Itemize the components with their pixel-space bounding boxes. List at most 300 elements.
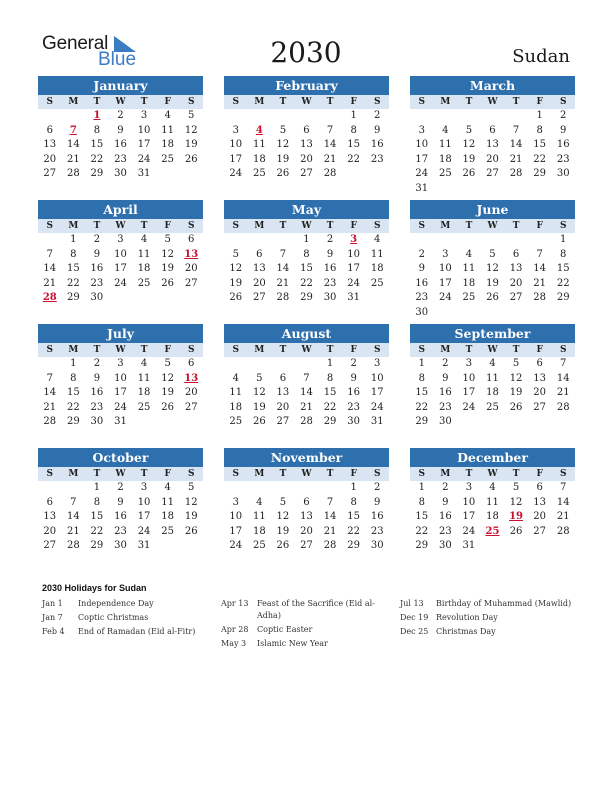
day-cell: 25: [462, 292, 476, 304]
empty-cell: [62, 481, 86, 496]
holiday-entry: [400, 598, 575, 610]
weekday-label: T: [93, 221, 101, 231]
day-cell: 5: [279, 124, 287, 136]
day-cell: 23: [556, 153, 570, 165]
day-cell: 4: [489, 358, 496, 369]
day-cell: 3: [140, 482, 148, 493]
day-cell: 1: [350, 110, 357, 121]
day-cell: 31: [462, 540, 476, 552]
day-cell: 29: [415, 540, 429, 552]
day-cell: 5: [164, 234, 171, 245]
weekday-label: F: [350, 469, 357, 479]
day-cell: 26: [161, 277, 174, 289]
day-grid: [410, 233, 575, 321]
day-cell: 6: [536, 358, 543, 369]
day-cell: 10: [229, 511, 243, 523]
holiday-name: Birthday of Muhammad (Mawlid): [436, 599, 572, 608]
day-cell: 16: [323, 263, 337, 275]
day-cell: 10: [114, 372, 127, 384]
empty-cell: [62, 109, 86, 124]
day-cell: 12: [276, 139, 290, 151]
weekday-label: T: [512, 469, 520, 479]
day-cell: 23: [114, 153, 127, 165]
day-cell: 5: [465, 124, 473, 136]
day-cell: 24: [347, 277, 360, 289]
day-cell: 6: [188, 234, 195, 245]
day-cell: 13: [43, 139, 57, 151]
weekday-label: W: [115, 469, 126, 479]
day-cell: 1: [303, 234, 310, 245]
empty-cell: [271, 233, 295, 248]
empty-cell: [504, 233, 528, 248]
holiday-name: Revolution Day: [436, 613, 498, 622]
day-cell: 9: [93, 372, 101, 384]
day-cell: 21: [323, 525, 337, 537]
day-cell: 13: [276, 387, 290, 399]
month-may: [224, 200, 389, 306]
day-cell: 13: [486, 139, 499, 151]
holiday-day: 25: [485, 525, 500, 537]
day-cell: 29: [90, 540, 104, 552]
holiday-entry: [42, 598, 217, 610]
empty-cell: [434, 233, 458, 248]
day-cell: 4: [374, 234, 381, 245]
day-cell: 9: [560, 124, 567, 136]
day-cell: 28: [533, 292, 546, 304]
day-cell: 26: [184, 525, 198, 537]
day-cell: 30: [114, 540, 127, 552]
holiday-entry: [221, 624, 396, 636]
day-cell: 17: [462, 511, 476, 523]
weekday-label: S: [559, 221, 567, 231]
day-cell: 16: [415, 277, 429, 289]
day-cell: 8: [93, 124, 101, 136]
weekday-label: M: [440, 221, 451, 231]
day-cell: 5: [232, 248, 239, 260]
day-cell: 9: [326, 248, 334, 260]
day-cell: 17: [438, 277, 452, 289]
day-cell: 18: [486, 511, 499, 523]
holidays-title: 2030 Holidays for Sudan: [42, 583, 147, 593]
day-cell: 21: [66, 153, 80, 165]
weekday-label: M: [254, 469, 265, 479]
day-cell: 11: [486, 496, 499, 508]
day-cell: 27: [184, 277, 198, 289]
day-cell: 2: [442, 358, 449, 369]
day-cell: 18: [462, 277, 476, 289]
day-cell: 22: [347, 525, 360, 537]
day-cell: 12: [509, 496, 523, 508]
day-cell: 13: [43, 511, 57, 523]
day-cell: 24: [137, 525, 151, 537]
empty-cell: [295, 481, 319, 496]
day-cell: 8: [303, 248, 310, 260]
day-cell: 16: [90, 263, 104, 275]
weekday-label: S: [373, 345, 381, 355]
day-cell: 15: [347, 139, 360, 151]
day-cell: 14: [556, 372, 570, 384]
day-cell: 25: [137, 401, 151, 413]
weekday-header: [224, 219, 389, 233]
day-cell: 12: [486, 263, 499, 275]
day-cell: 10: [114, 248, 127, 260]
day-cell: 28: [66, 540, 80, 552]
day-cell: 31: [370, 416, 384, 428]
day-grid: [38, 233, 203, 306]
weekday-header: [410, 343, 575, 357]
day-cell: 20: [300, 153, 313, 165]
day-cell: 14: [323, 511, 337, 523]
day-cell: 28: [323, 540, 337, 552]
day-cell: 6: [536, 482, 543, 493]
holiday-date: May 3: [221, 639, 247, 648]
day-cell: 18: [370, 263, 384, 275]
day-cell: 19: [252, 401, 266, 413]
day-cell: 1: [418, 482, 425, 493]
day-cell: 27: [486, 168, 499, 180]
day-cell: 24: [462, 401, 476, 413]
day-cell: 15: [90, 511, 104, 523]
day-cell: 11: [161, 496, 174, 508]
weekday-label: W: [301, 221, 312, 231]
holiday-name: End of Ramadan (Eid al-Fitr): [78, 627, 196, 636]
day-cell: 29: [66, 416, 80, 428]
day-cell: 3: [117, 358, 124, 369]
weekday-label: T: [140, 469, 148, 479]
weekday-header: [38, 219, 203, 233]
month-name: March: [410, 76, 575, 95]
day-cell: 24: [462, 525, 476, 537]
day-cell: 24: [114, 277, 127, 289]
weekday-header: [410, 95, 575, 109]
weekday-label: S: [187, 469, 195, 479]
day-cell: 29: [347, 540, 360, 552]
day-cell: 5: [256, 372, 263, 384]
weekday-label: S: [559, 469, 567, 479]
empty-cell: [295, 109, 319, 124]
day-cell: 4: [256, 496, 263, 508]
day-cell: 29: [556, 292, 570, 304]
day-cell: 10: [229, 139, 243, 151]
day-cell: 24: [137, 153, 151, 165]
day-cell: 16: [90, 387, 104, 399]
day-cell: 9: [374, 124, 381, 136]
day-cell: 14: [556, 496, 570, 508]
day-cell: 5: [489, 248, 496, 260]
logo: [42, 32, 142, 72]
day-cell: 2: [117, 110, 124, 121]
day-cell: 7: [536, 248, 543, 260]
month-september: [410, 324, 575, 430]
holiday-day: 7: [69, 124, 77, 136]
day-cell: 16: [438, 387, 452, 399]
day-cell: 12: [184, 124, 198, 136]
month-august: [224, 324, 389, 430]
empty-cell: [481, 109, 505, 124]
weekday-label: S: [418, 469, 426, 479]
day-cell: 14: [533, 263, 546, 275]
day-cell: 3: [117, 234, 124, 245]
day-cell: 14: [66, 511, 80, 523]
day-cell: 16: [438, 511, 452, 523]
empty-cell: [224, 109, 248, 124]
weekday-label: T: [279, 469, 287, 479]
day-cell: 18: [137, 387, 151, 399]
weekday-label: T: [465, 345, 473, 355]
day-cell: 24: [114, 401, 127, 413]
day-cell: 11: [462, 263, 476, 275]
day-cell: 25: [438, 168, 452, 180]
day-cell: 28: [509, 168, 523, 180]
day-cell: 19: [184, 139, 198, 151]
weekday-label: S: [418, 221, 426, 231]
day-cell: 1: [560, 234, 567, 245]
day-cell: 17: [415, 153, 429, 165]
month-name: September: [410, 324, 575, 343]
holiday-entry: [400, 626, 575, 638]
day-cell: 25: [370, 277, 384, 289]
day-cell: 27: [43, 540, 57, 552]
weekday-label: F: [536, 469, 543, 479]
holiday-name: Feast of the Sacrifice (Eid al-Adha): [257, 599, 375, 620]
day-cell: 2: [418, 248, 425, 260]
day-cell: 6: [279, 372, 287, 384]
weekday-label: T: [465, 221, 473, 231]
day-cell: 12: [161, 372, 174, 384]
day-cell: 23: [370, 525, 384, 537]
weekday-label: M: [254, 97, 265, 107]
day-cell: 15: [66, 387, 80, 399]
empty-cell: [224, 481, 248, 496]
day-cell: 1: [326, 358, 334, 369]
day-cell: 17: [462, 387, 476, 399]
day-cell: 20: [300, 525, 313, 537]
day-cell: 12: [276, 511, 290, 523]
day-grid: [410, 357, 575, 430]
day-cell: 26: [486, 292, 499, 304]
logo-word-general: General: [42, 33, 109, 54]
day-cell: 19: [276, 525, 290, 537]
day-cell: 22: [90, 153, 104, 165]
day-cell: 30: [90, 416, 104, 428]
holiday-column: [42, 598, 217, 640]
day-cell: 20: [184, 387, 198, 399]
day-cell: 8: [326, 372, 334, 384]
day-cell: 10: [415, 139, 429, 151]
day-cell: 2: [93, 358, 101, 369]
day-cell: 26: [184, 153, 198, 165]
weekday-label: W: [487, 345, 498, 355]
weekday-label: S: [373, 221, 381, 231]
day-cell: 22: [66, 401, 80, 413]
empty-cell: [248, 233, 272, 248]
day-cell: 21: [509, 153, 523, 165]
day-cell: 6: [303, 496, 310, 508]
month-name: June: [410, 200, 575, 219]
day-cell: 12: [229, 263, 243, 275]
day-cell: 13: [300, 511, 313, 523]
day-cell: 16: [370, 139, 384, 151]
day-cell: 15: [533, 139, 546, 151]
day-cell: 22: [323, 401, 337, 413]
month-april: [38, 200, 203, 306]
day-cell: 24: [415, 168, 429, 180]
month-name: January: [38, 76, 203, 95]
day-cell: 6: [512, 248, 520, 260]
day-grid: [410, 481, 575, 554]
weekday-header: [410, 219, 575, 233]
day-cell: 27: [509, 292, 523, 304]
day-cell: 26: [509, 401, 523, 413]
weekday-label: W: [487, 221, 498, 231]
month-june: [410, 200, 575, 321]
day-cell: 9: [117, 496, 124, 508]
holiday-name: Coptic Easter: [257, 625, 313, 634]
day-cell: 14: [300, 387, 313, 399]
day-cell: 7: [326, 124, 334, 136]
day-cell: 20: [533, 387, 546, 399]
holiday-name: Islamic New Year: [257, 639, 328, 648]
day-cell: 30: [347, 416, 360, 428]
day-cell: 5: [164, 358, 171, 369]
day-cell: 25: [161, 153, 174, 165]
day-cell: 13: [533, 372, 546, 384]
holiday-entry: [400, 612, 575, 624]
day-cell: 8: [418, 496, 425, 508]
day-cell: 24: [370, 401, 384, 413]
weekday-label: S: [373, 469, 381, 479]
holiday-column: [400, 598, 575, 640]
day-cell: 31: [415, 182, 429, 194]
day-cell: 20: [252, 277, 266, 289]
day-cell: 18: [252, 525, 266, 537]
day-cell: 17: [229, 525, 243, 537]
day-cell: 17: [347, 263, 360, 275]
weekday-label: S: [46, 345, 54, 355]
day-cell: 17: [114, 263, 127, 275]
holiday-date: Feb 4: [42, 627, 65, 636]
day-cell: 27: [276, 416, 290, 428]
day-cell: 21: [43, 401, 57, 413]
day-cell: 29: [323, 416, 337, 428]
weekday-label: W: [115, 345, 126, 355]
day-cell: 16: [370, 511, 384, 523]
empty-cell: [295, 357, 319, 372]
day-cell: 2: [117, 482, 124, 493]
empty-cell: [457, 233, 481, 248]
weekday-header: [224, 343, 389, 357]
month-october: [38, 448, 203, 554]
weekday-label: S: [232, 345, 240, 355]
day-cell: 25: [252, 168, 266, 180]
day-cell: 28: [323, 168, 337, 180]
day-cell: 15: [300, 263, 313, 275]
day-cell: 4: [442, 124, 449, 136]
day-cell: 19: [229, 277, 243, 289]
day-cell: 18: [229, 401, 243, 413]
day-cell: 2: [374, 110, 381, 121]
day-cell: 26: [509, 525, 523, 537]
day-cell: 10: [370, 372, 384, 384]
day-cell: 6: [256, 248, 263, 260]
day-cell: 18: [161, 511, 174, 523]
day-cell: 23: [438, 525, 452, 537]
day-cell: 21: [276, 277, 290, 289]
day-cell: 7: [560, 358, 567, 369]
day-cell: 7: [279, 248, 287, 260]
weekday-label: S: [46, 221, 54, 231]
day-cell: 1: [70, 234, 77, 245]
day-cell: 23: [114, 525, 127, 537]
weekday-label: M: [68, 97, 79, 107]
empty-cell: [318, 109, 342, 124]
day-cell: 4: [232, 372, 239, 384]
day-cell: 19: [486, 277, 499, 289]
weekday-label: F: [164, 221, 171, 231]
day-cell: 7: [46, 372, 53, 384]
month-november: [224, 448, 389, 554]
day-cell: 20: [533, 511, 546, 523]
day-cell: 1: [536, 110, 543, 121]
day-cell: 30: [556, 168, 570, 180]
day-cell: 6: [303, 124, 310, 136]
day-cell: 15: [415, 387, 429, 399]
weekday-label: T: [140, 345, 148, 355]
day-cell: 31: [137, 168, 151, 180]
month-name: July: [38, 324, 203, 343]
day-cell: 7: [46, 248, 53, 260]
day-cell: 3: [232, 496, 239, 508]
weekday-label: S: [187, 345, 195, 355]
weekday-label: W: [115, 221, 126, 231]
weekday-label: M: [254, 345, 265, 355]
weekday-label: F: [350, 97, 357, 107]
day-cell: 26: [252, 416, 266, 428]
empty-cell: [410, 109, 434, 124]
empty-cell: [457, 109, 481, 124]
day-cell: 9: [93, 248, 101, 260]
day-cell: 18: [486, 387, 499, 399]
day-cell: 26: [276, 168, 290, 180]
day-cell: 30: [370, 540, 384, 552]
day-cell: 29: [66, 292, 80, 304]
holiday-column: [221, 598, 396, 652]
day-cell: 28: [556, 401, 570, 413]
day-cell: 10: [137, 124, 151, 136]
day-cell: 19: [161, 263, 174, 275]
empty-cell: [410, 233, 434, 248]
day-cell: 9: [117, 124, 124, 136]
empty-cell: [434, 109, 458, 124]
day-cell: 23: [347, 401, 360, 413]
day-cell: 8: [93, 496, 101, 508]
day-cell: 22: [415, 525, 429, 537]
day-cell: 7: [70, 496, 77, 508]
day-cell: 9: [442, 372, 449, 384]
weekday-label: W: [301, 345, 312, 355]
day-cell: 11: [438, 139, 452, 151]
day-cell: 27: [533, 525, 546, 537]
empty-cell: [504, 109, 528, 124]
day-cell: 4: [164, 110, 171, 121]
day-cell: 8: [560, 248, 567, 260]
day-cell: 3: [140, 110, 148, 121]
day-cell: 13: [533, 496, 546, 508]
weekday-label: S: [559, 97, 567, 107]
day-grid: [224, 109, 389, 182]
day-cell: 16: [347, 387, 360, 399]
empty-cell: [224, 357, 248, 372]
